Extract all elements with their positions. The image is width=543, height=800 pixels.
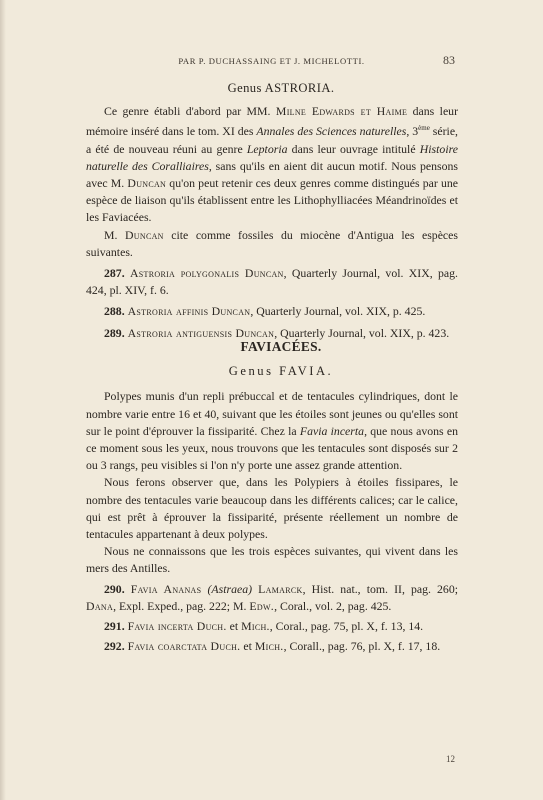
species-entry-287: 287. Astroria polygonalis Duncan, Quarterly Journal, vol. XIX, pag. 424, pl. XIV, f. 6.	[86, 265, 458, 298]
astroria-section	[86, 80, 458, 342]
species-entry-290: 290. Favia Ananas (Astraea) Lamarck, Hist. nat., tom. II, pag. 260; Dana, Expl. Exped., pag. 222; M. Edw., Coral., vol. 2, pag. 425.	[86, 581, 459, 613]
genus-astroria-heading: Genus ASTRORIA.	[227, 81, 335, 95]
favia-paragraph-1: Polypes munis d'un repli prébuccal et de tentacules cylindriques, dont le nombre varie entre 16 et 40, suivant que les étoiles sont jeunes ou qu'elles sont sur le point d'éprouver la fissiparité. Chez la Favia incerta, que nous avons en ce moment sous les yeux, nous trouvons que les tentacules sont disposés sur 2 ou 3 rangs, peu visibles si l'on n'y porte une assez grande attention.	[86, 389, 458, 473]
family-faviacees-heading: FAVIACÉES.	[240, 339, 322, 354]
genus-favia-heading: Genus FAVIA.	[228, 364, 334, 379]
page-gutter-shadow	[0, 0, 6, 800]
astroria-paragraph-2: M. Duncan cite comme fossiles du miocène d'Antigua les espèces suivantes.	[86, 227, 458, 259]
page-number: 83	[443, 53, 455, 67]
species-entry-291: 291. Favia incerta Duch. et Mich., Coral., pag. 75, pl. X, f. 13, 14.	[104, 619, 424, 634]
favia-paragraph-3: Nous ne connaissons que les trois espèces suivantes, qui vivent dans les mers des Antilles.	[86, 544, 458, 576]
faviacees-section	[86, 338, 458, 655]
astroria-paragraph-1: Ce genre établi d'abord par MM. Milne Edwards et Haime dans leur mémoire inséré dans le tom. XI des Annales des Sciences naturelles, 3ème série, a été de nouveau réuni au genre Leptoria dans leur ouvrage intitulé Histoire naturelle des Coralliaires, sans qu'ils en aient dit aucun motif. Nous pensons avec M. Duncan qu'on peut retenir ces deux genres comme distingués par une espèce de liaison qu'ils établissent entre les Lithophylliacées Méandrinoïdes et les Faviacées.	[86, 104, 459, 225]
signature-mark: 12	[446, 754, 455, 764]
running-head: PAR P. DUCHASSAING ET J. MICHELOTTI.	[178, 56, 365, 66]
species-entry-292: 292. Favia coarctata Duch. et Mich., Corall., pag. 76, pl. X, f. 17, 18.	[104, 639, 441, 654]
species-entry-288: 288. Astroria affinis Duncan, Quarterly Journal, vol. XIX, p. 425.	[104, 304, 426, 319]
species-entry-289: 289. Astroria antiguensis Duncan, Quarterly Journal, vol. XIX, p. 423.	[104, 325, 450, 340]
favia-paragraph-2: Nous ferons observer que, dans les Polypiers à étoiles fissipares, le nombre des tentacules varie beaucoup dans les différents calices; car le calice, qui est prêt à éprouver la fissiparité, présente réellement un nombre de tentacules appartenant à deux polypes.	[86, 475, 458, 542]
